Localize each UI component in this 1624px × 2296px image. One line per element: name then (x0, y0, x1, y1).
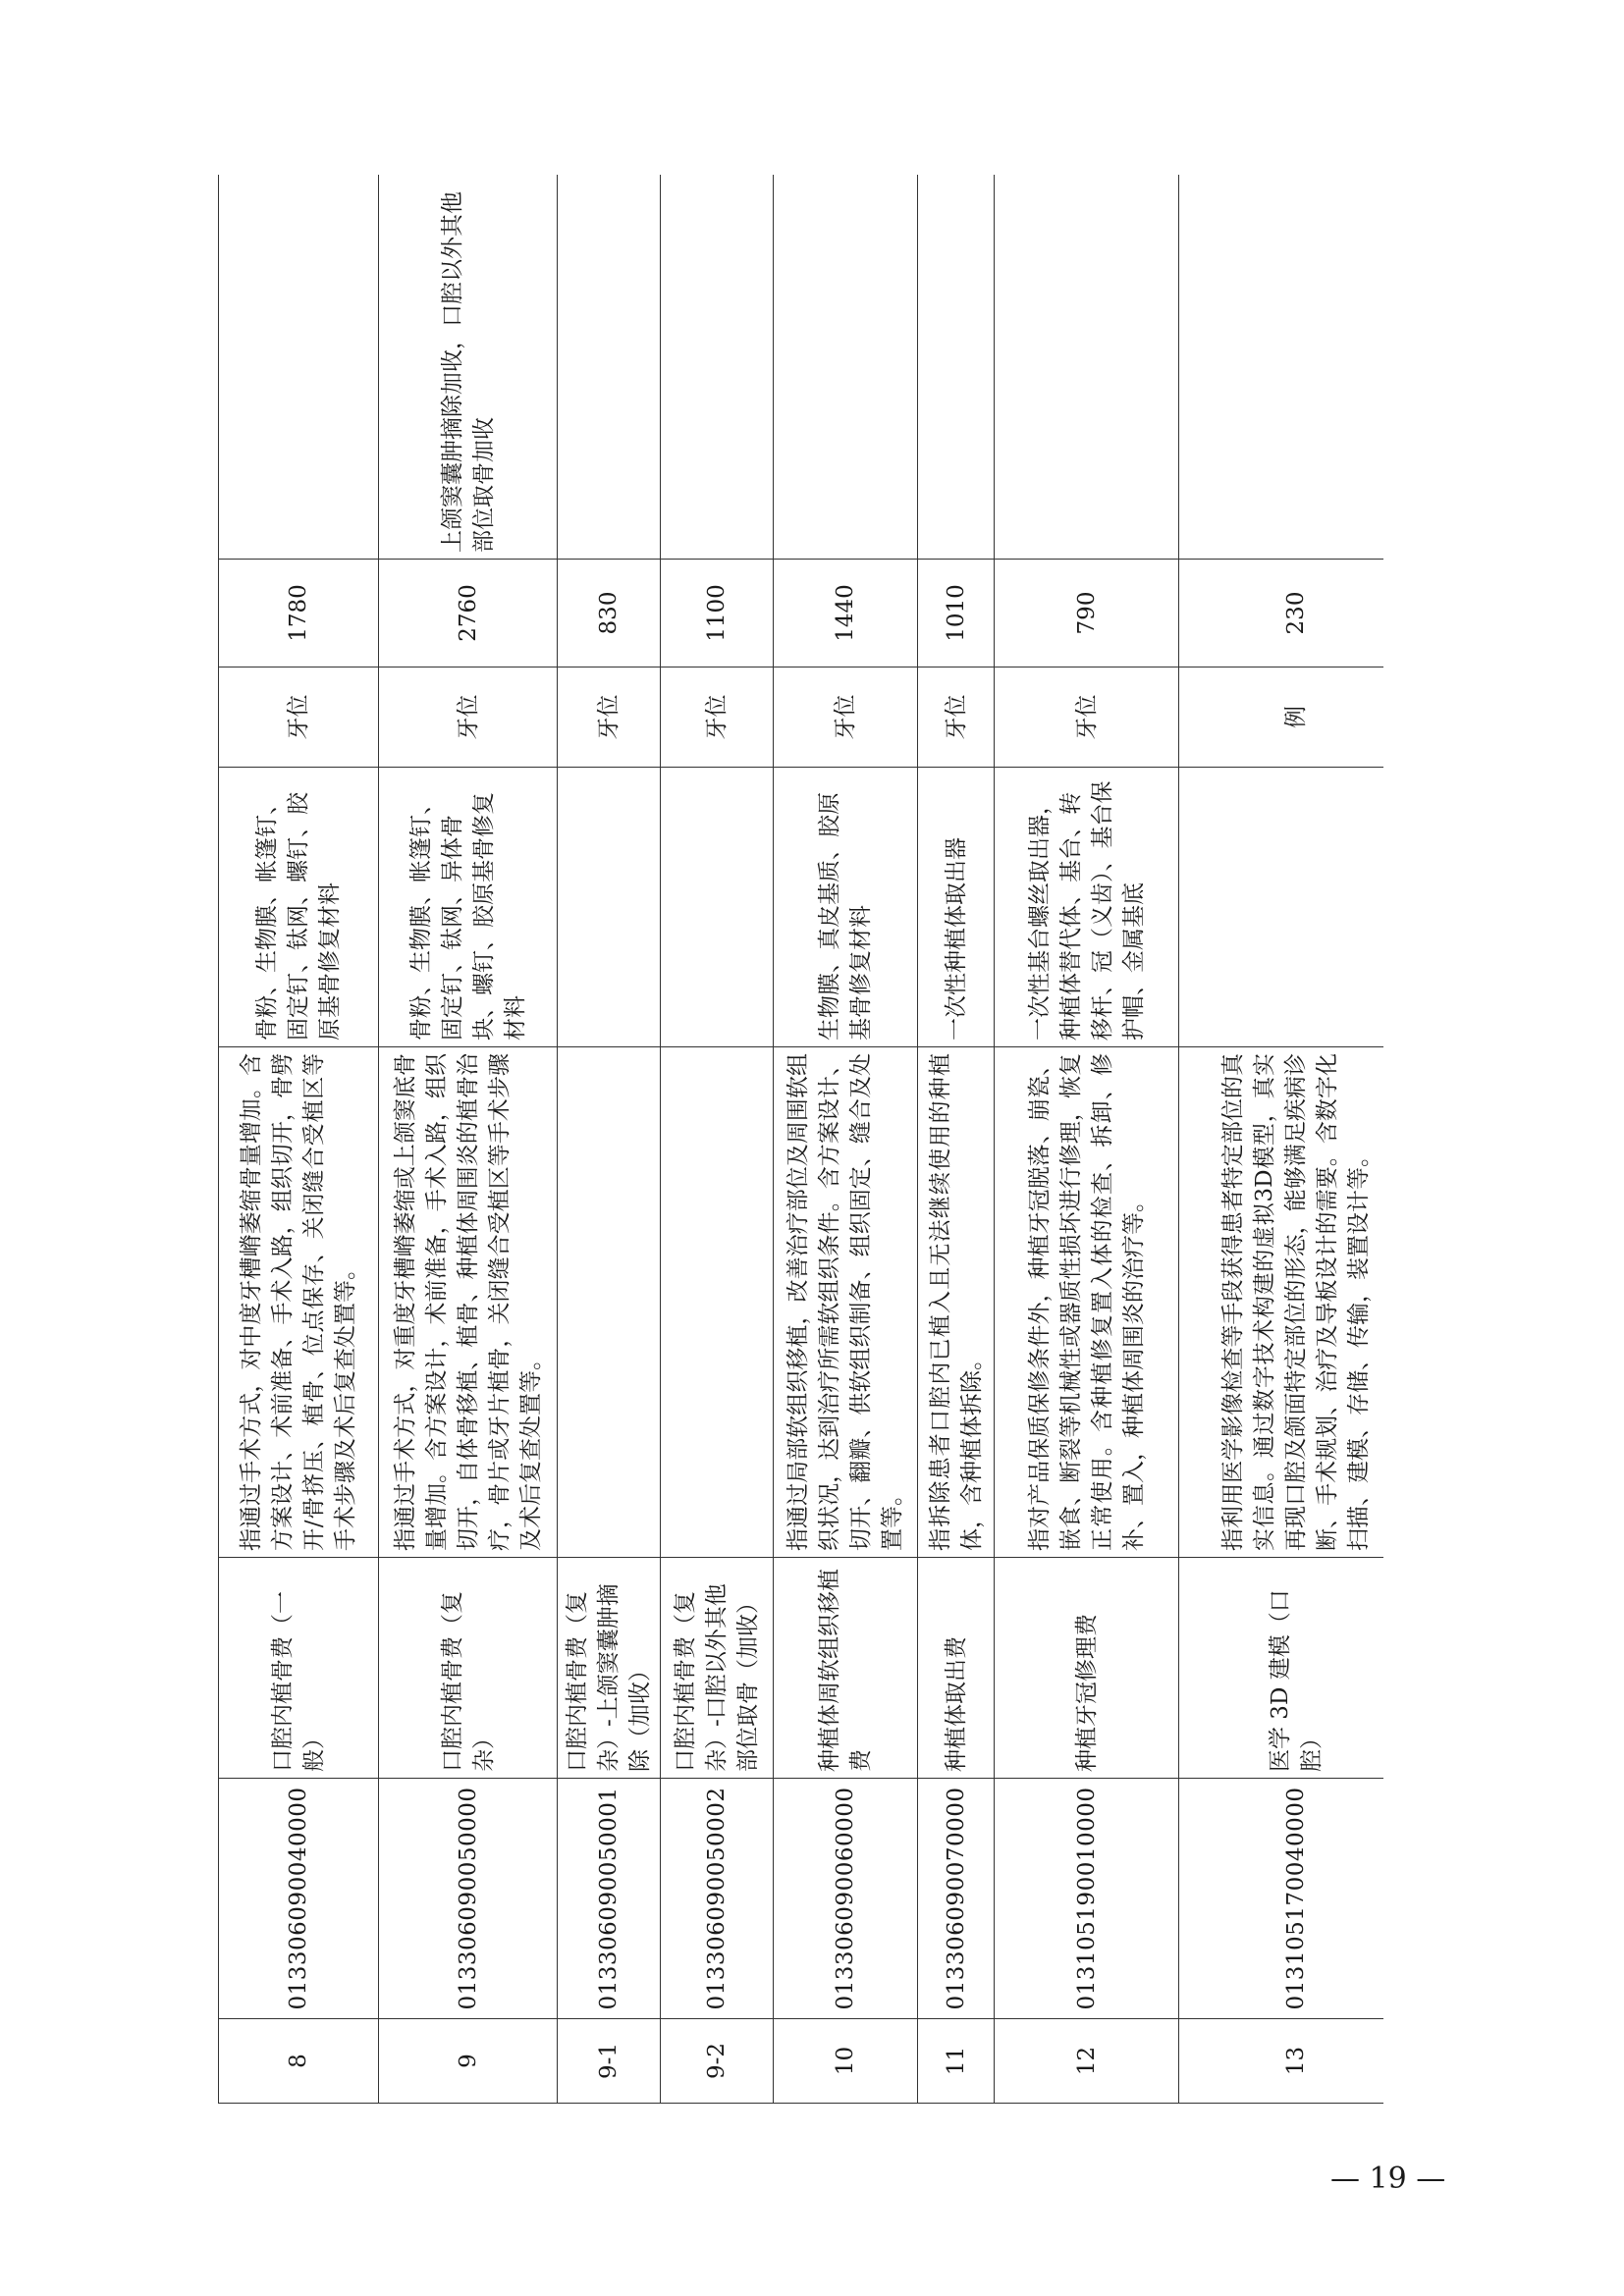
row-number: 12 (995, 2019, 1179, 2104)
item-price: 790 (995, 560, 1179, 667)
item-name: 医学 3D 建模（口腔） (1179, 1558, 1384, 1779)
item-note (661, 175, 774, 560)
item-unit: 牙位 (558, 667, 661, 768)
item-unit: 牙位 (661, 667, 774, 768)
page-number: — 19 — (1330, 2162, 1446, 2196)
table-row (995, 175, 1179, 2104)
item-price: 1440 (774, 560, 918, 667)
item-materials (1179, 768, 1384, 1047)
item-materials: 骨粉、生物膜、帐篷钉、固定钉、钛网、异体骨块、螺钉、胶原基骨修复材料 (379, 768, 558, 1047)
item-price: 830 (558, 560, 661, 667)
item-unit: 牙位 (219, 667, 379, 768)
item-code: 013105170040000 (1179, 1779, 1384, 2019)
item-name: 口腔内植骨费（一般） (219, 1558, 379, 1779)
item-code: 013306090070000 (918, 1779, 995, 2019)
item-description: 指拆除患者口腔内已植入且无法继续使用的种植体，含种植体拆除。 (918, 1047, 995, 1558)
item-unit: 牙位 (379, 667, 558, 768)
row-number: 13 (1179, 2019, 1384, 2104)
item-price: 230 (1179, 560, 1384, 667)
item-description: 指对产品保质保修条件外，种植牙冠脱落、崩瓷、嵌食、断裂等机械性或器质性损坏进行修理，恢复正常使用。含种植修复置入体的检查、拆卸、修补、置入，种植体周围炎的治疗等。 (995, 1047, 1179, 1558)
item-note (995, 175, 1179, 560)
item-note (1179, 175, 1384, 560)
item-name: 种植牙冠修理费 (995, 1558, 1179, 1779)
item-code: 013306090050001 (558, 1779, 661, 2019)
item-price: 1780 (219, 560, 379, 667)
item-description: 指利用医学影像检查等手段获得患者特定部位的真实信息。通过数字技术构建的虚拟3D模型，真实再现口腔及颌面特定部位的形态，能够满足疾病诊断、手术规划、治疗及导板设计的需要。含数字化扫描、建模、存储、传输，装置设计等。 (1179, 1047, 1384, 1558)
item-code: 013306090060000 (774, 1779, 918, 2019)
item-description: 指通过手术方式，对中度牙槽嵴萎缩骨量增加。含方案设计、术前准备、手术入路，组织切开，骨劈开/骨挤压、植骨、位点保存、关闭缝合受植区等手术步骤及术后复查处置等。 (219, 1047, 379, 1558)
item-materials (558, 768, 661, 1047)
table-row (661, 175, 774, 2104)
table-row (774, 175, 918, 2104)
fee-table (218, 175, 1383, 2104)
table-row (219, 175, 379, 2104)
row-number: 9-2 (661, 2019, 774, 2104)
item-materials: 骨粉、生物膜、帐篷钉、固定钉、钛网、螺钉、胶原基骨修复材料 (219, 768, 379, 1047)
item-price: 1010 (918, 560, 995, 667)
item-price: 2760 (379, 560, 558, 667)
row-number: 9-1 (558, 2019, 661, 2104)
row-number: 11 (918, 2019, 995, 2104)
item-unit: 牙位 (995, 667, 1179, 768)
item-unit: 牙位 (774, 667, 918, 768)
item-price: 1100 (661, 560, 774, 667)
row-number: 10 (774, 2019, 918, 2104)
row-number: 8 (219, 2019, 379, 2104)
item-code: 013306090040000 (219, 1779, 379, 2019)
item-materials: 一次性基台螺丝取出器，种植体替代体、基台、转移杆、冠（义齿）、基台保护帽、金属基底 (995, 768, 1179, 1047)
item-name: 口腔内植骨费（复杂）-口腔以外其他部位取骨（加收） (661, 1558, 774, 1779)
item-materials: 一次性种植体取出器 (918, 768, 995, 1047)
item-note (219, 175, 379, 560)
item-name: 种植体取出费 (918, 1558, 995, 1779)
item-note: 上颌窦囊肿摘除加收，口腔以外其他部位取骨加收 (379, 175, 558, 560)
item-note (774, 175, 918, 560)
item-materials: 生物膜、真皮基质、胶原基骨修复材料 (774, 768, 918, 1047)
item-description: 指通过局部软组织移植，改善治疗部位及周围软组织状况，达到治疗所需软组织条件。含方案设计、切开、翻瓣、供软组织制备、组织固定、缝合及处置等。 (774, 1047, 918, 1558)
item-description: 指通过手术方式，对重度牙槽嵴萎缩或上颌窦底骨量增加。含方案设计，术前准备，手术入路，组织切开，自体骨移植、植骨、种植体周围炎的植骨治疗，骨片或牙片植骨，关闭缝合受植区等手术步骤及术后复查处置等。 (379, 1047, 558, 1558)
item-name: 种植体周软组织移植费 (774, 1558, 918, 1779)
item-description (661, 1047, 774, 1558)
item-name: 口腔内植骨费（复杂）-上颌窦囊肿摘除（加收） (558, 1558, 661, 1779)
item-name: 口腔内植骨费（复杂） (379, 1558, 558, 1779)
item-materials (661, 768, 774, 1047)
item-code: 013306090050002 (661, 1779, 774, 2019)
item-description (558, 1047, 661, 1558)
fee-table-frame (218, 175, 1383, 2104)
item-note (918, 175, 995, 560)
row-number: 9 (379, 2019, 558, 2104)
item-unit: 例 (1179, 667, 1384, 768)
table-row (918, 175, 995, 2104)
table-row (1179, 175, 1384, 2104)
table-row (558, 175, 661, 2104)
item-note (558, 175, 661, 560)
item-code: 013105190010000 (995, 1779, 1179, 2019)
item-unit: 牙位 (918, 667, 995, 768)
item-code: 013306090050000 (379, 1779, 558, 2019)
rotated-table-container (218, 175, 1383, 2104)
table-row (379, 175, 558, 2104)
